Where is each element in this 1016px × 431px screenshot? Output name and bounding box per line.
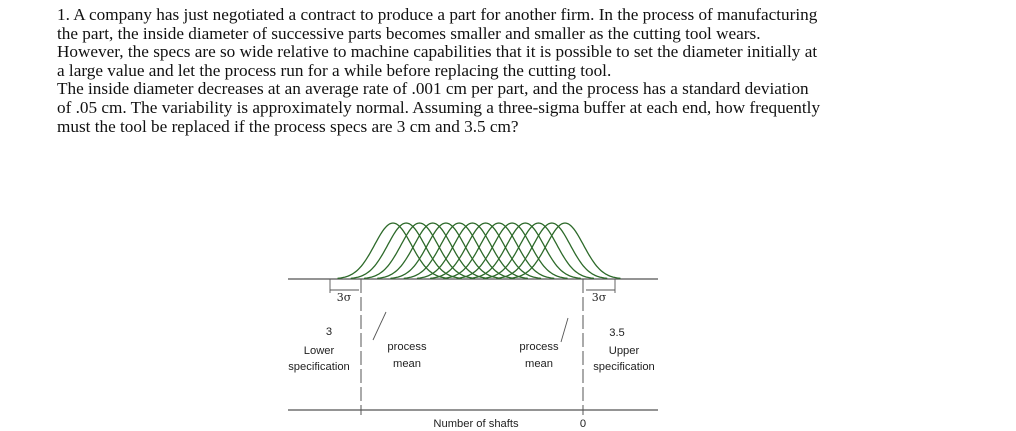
mean-pointer-right (561, 318, 568, 342)
distribution-curve (496, 223, 607, 278)
distribution-curve (377, 223, 488, 278)
distribution-curve (364, 223, 475, 278)
problem-line: The inside diameter decreases at an average rate of .001 cm per part, and the process has a standard deviation (57, 79, 809, 99)
distribution-curve (457, 223, 568, 278)
process-mean-label-right-line1: process (519, 341, 559, 353)
distribution-curve (483, 223, 594, 278)
sigma-label-right: 3σ (591, 291, 607, 304)
upper-spec-label-line2: specification (593, 361, 655, 373)
lower-spec-label-line1: Lower (303, 345, 335, 357)
problem-line: the part, the inside diameter of successive parts becomes smaller and smaller as the cutting tool wears. (57, 23, 761, 43)
problem-line: must the tool be replaced if the process specs are 3 cm and 3.5 cm? (57, 116, 519, 136)
process-mean-label-left-line1: process (387, 341, 427, 353)
problem-line: of .05 cm. The variability is approximately normal. Assuming a three-sigma buffer at each end, how frequently (57, 97, 821, 117)
x-axis-label: Number of shafts (433, 418, 519, 430)
x-axis-zero-label: 0 (579, 418, 587, 430)
upper-spec-label-line1: Upper (608, 345, 640, 357)
distribution-curve (351, 223, 462, 278)
distribution-curve (338, 223, 449, 278)
distribution-curve (443, 223, 554, 278)
distribution-curve (417, 223, 528, 278)
distribution-curve (510, 223, 621, 278)
problem-line: a large value and let the process run for a while before replacing the cutting tool. (57, 60, 612, 80)
distribution-curves (338, 223, 621, 278)
distribution-curve (390, 223, 501, 278)
distribution-curve (470, 223, 581, 278)
distribution-curve (430, 223, 541, 278)
problem-line: However, the specs are so wide relative to machine capabilities that it is possible to set the diameter initially at (57, 42, 818, 62)
problem-line: 1. A company has just negotiated a contract to produce a part for another firm. In the process of manufacturing (57, 5, 818, 24)
distribution-curve (404, 223, 515, 278)
process-mean-label-right-line2: mean (525, 358, 553, 370)
lower-spec-value: 3 (325, 326, 333, 338)
upper-spec-value: 3.5 (609, 327, 625, 339)
process-mean-label-left-line2: mean (393, 358, 421, 370)
sigma-label-left: 3σ (336, 291, 352, 304)
lower-spec-label-line2: specification (288, 361, 350, 373)
mean-pointer-left (373, 312, 386, 340)
